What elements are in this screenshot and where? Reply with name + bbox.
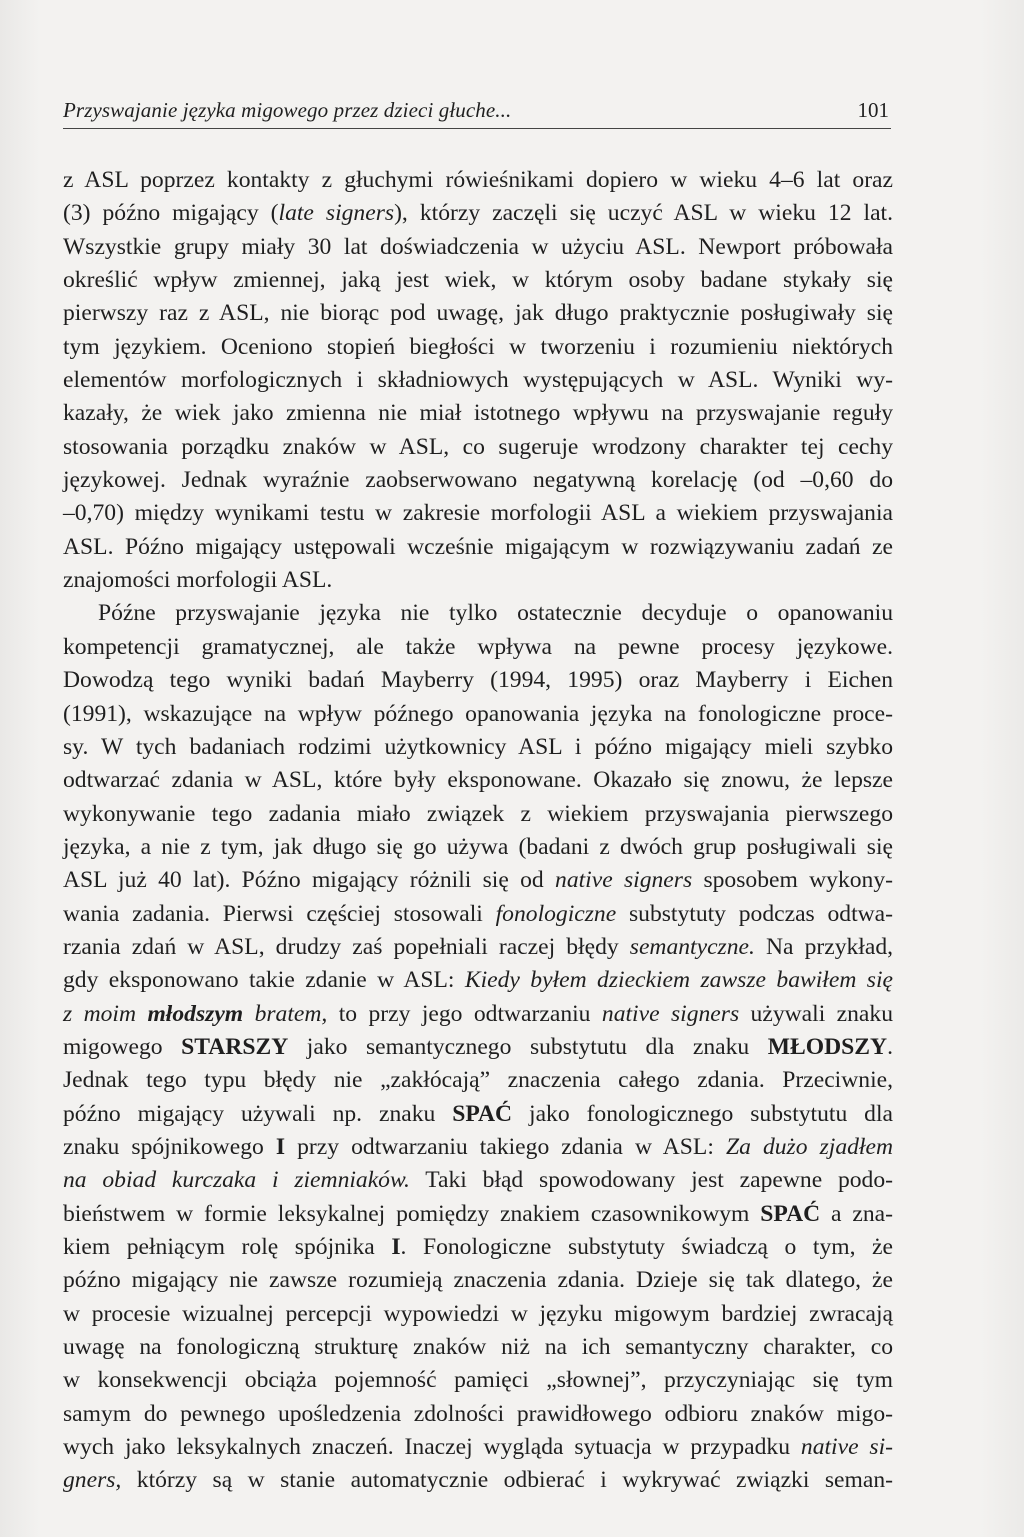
text-segment: (1991), wskazujące na wpływ późnego opanowania języka na fonologiczne proce- <box>63 700 893 727</box>
text-segment: wania zadania. Pierwsi częściej stosowali <box>63 900 496 927</box>
text-segment: to przy jego odtwarzaniu <box>327 1000 602 1027</box>
text-segment: elementów morfologicznych i składniowych występujących w ASL. Wyniki wy- <box>63 367 893 394</box>
text-segment: wych jako leksykalnych znaczeń. Inaczej wygląda sytuacja w przypadku <box>63 1434 801 1461</box>
text-segment: I <box>275 1133 286 1160</box>
text-line <box>63 1398 893 1431</box>
text-segment: jako semantycznego substytutu dla znaku <box>288 1033 768 1060</box>
text-line <box>63 698 893 731</box>
text-line <box>63 798 893 831</box>
page-number: 101 <box>857 98 889 122</box>
text-segment: rzania zdań w ASL, drudzy zaś popełniali raczej błędy <box>63 933 630 960</box>
text-line <box>63 1031 893 1064</box>
text-line <box>63 1064 893 1097</box>
text-segment: z ASL poprzez kontakty z głuchymi rówieśnikami dopiero w wieku 4–6 lat oraz <box>63 167 893 193</box>
text-segment: Jednak tego typu błędy nie „zakłócają” znaczenia całego zdania. Przeciwnie, <box>63 1067 893 1094</box>
text-line <box>63 231 893 264</box>
text-segment: bieństwem w formie leksykalnej pomiędzy znakiem czasownikowym <box>63 1200 761 1227</box>
text-line <box>63 597 893 630</box>
text-segment: Na przykład, <box>754 933 894 960</box>
text-line <box>63 1164 893 1197</box>
text-segment: sy. W tych badaniach rodzimi użytkownicy ASL i późno migający mieli szybko <box>63 733 893 760</box>
text-line <box>63 1464 893 1497</box>
text-segment: używali znaku <box>739 1000 893 1027</box>
text-segment: którzy są w stanie automatycznie odbierać i wykrywać związki seman- <box>121 1467 893 1494</box>
text-segment: Dowodzą tego wyniki badań Mayberry (1994, 1995) oraz Mayberry i Eichen <box>63 667 893 694</box>
text-segment: semantyczne. <box>629 933 755 960</box>
text-segment: języka, a nie z tym, jak długo się go używa (badani z dwóch grup posługiwali się <box>63 833 893 860</box>
text-line <box>63 531 893 564</box>
text-segment: ASL. Późno migający ustępowali wcześnie migającym w rozwiązywaniu zadań ze <box>63 533 893 560</box>
text-segment: przy odtwarzaniu takiego zdania w ASL: <box>285 1133 726 1160</box>
text-segment: MŁODSZY <box>767 1033 888 1060</box>
text-segment: stosowania porządku znaków w ASL, co sugeruje wrodzony charakter tej cechy <box>63 433 893 460</box>
text-line <box>63 1198 893 1231</box>
text-segment: native signers <box>601 1000 740 1027</box>
text-segment: odtwarzać zdania w ASL, które były eksponowane. Okazało się znowu, że lepsze <box>63 767 893 794</box>
text-segment: w konsekwencji obciąża pojemność pamięci „słownej”, przyczyniając się tym <box>63 1367 893 1394</box>
text-line <box>63 864 893 897</box>
text-segment: kompetencji gramatycznej, ale także wpływa na pewne procesy językowe. <box>63 633 893 660</box>
text-segment: bratem, <box>243 1000 328 1027</box>
text-segment: late signers <box>278 200 395 227</box>
text-segment: Taki błąd spowodowany jest zapewne podo- <box>409 1167 893 1194</box>
text-line <box>63 964 893 997</box>
body-text <box>63 164 893 1498</box>
text-segment: samym do pewnego upośledzenia zdolności prawidłowego odbioru znaków migo- <box>63 1400 893 1427</box>
text-line <box>63 898 893 931</box>
text-segment: . <box>887 1033 893 1060</box>
text-segment: a zna- <box>820 1200 893 1227</box>
text-line <box>63 331 893 364</box>
text-line <box>63 1298 893 1331</box>
running-title: Przyswajanie języka migowego przez dzieci głuche... <box>63 98 512 122</box>
text-segment: Kiedy byłem dzieckiem zawsze bawiłem się <box>464 967 893 994</box>
text-segment: jako fonologicznego substytutu dla <box>512 1100 893 1127</box>
text-line <box>63 497 893 530</box>
text-segment: ASL już 40 lat). Późno migający różnili się od <box>63 867 556 894</box>
text-segment: sposobem wykony- <box>692 867 893 894</box>
text-segment: fonologiczne <box>495 900 617 927</box>
text-line <box>63 364 893 397</box>
text-segment: SPAĆ <box>452 1100 513 1127</box>
text-line <box>63 264 893 297</box>
text-line <box>63 831 893 864</box>
text-segment: młodszym <box>147 1000 244 1027</box>
text-segment: w procesie wizualnej percepcji wypowiedzi w języku migowym bardziej zwracają <box>63 1300 893 1327</box>
text-segment: SPAĆ <box>760 1200 821 1227</box>
text-segment: (3) późno migający ( <box>63 200 279 227</box>
text-segment: Wszystkie grupy miały 30 lat doświadczenia w użyciu ASL. Newport próbowała <box>63 233 893 260</box>
text-line <box>63 931 893 964</box>
text-segment: Późne przyswajanie języka nie tylko ostatecznie decyduje o opanowaniu <box>98 600 893 627</box>
text-line <box>63 1431 893 1464</box>
text-segment: znajomości morfologii ASL. <box>63 567 333 594</box>
text-segment: późno migający używali np. znaku <box>63 1100 453 1127</box>
text-line <box>63 197 893 230</box>
text-segment: określić wpływ zmiennej, jaką jest wiek, w którym osoby badane stykały się <box>63 267 893 294</box>
text-segment: uwagę na fonologiczną strukturę znaków niż na ich semantyczny charakter, co <box>63 1334 893 1361</box>
text-segment: migowego <box>63 1033 182 1060</box>
text-segment: gners, <box>63 1467 122 1494</box>
text-segment: językowej. Jednak wyraźnie zaobserwowano negatywną korelację (od –0,60 do <box>63 467 893 494</box>
text-segment: native signers <box>555 867 693 894</box>
text-segment: z moim <box>63 1000 148 1027</box>
text-line <box>63 1264 893 1297</box>
text-line <box>63 998 893 1031</box>
text-line <box>63 631 893 664</box>
text-segment: na obiad kurczaka i ziemniaków. <box>63 1167 410 1194</box>
text-line <box>63 564 893 597</box>
text-line <box>63 1364 893 1397</box>
text-line <box>63 731 893 764</box>
text-line <box>63 397 893 430</box>
text-segment: ), którzy zaczęli się uczyć ASL w wieku 12 lat. <box>394 200 893 227</box>
text-segment: gdy eksponowano takie zdanie w ASL: <box>63 967 465 994</box>
text-line <box>63 1331 893 1364</box>
text-segment: wykonywanie tego zadania miało związek z wiekiem przyswajania pierwszego <box>63 800 893 827</box>
text-line <box>63 297 893 330</box>
text-line <box>63 431 893 464</box>
text-segment: kazały, że wiek jako zmienna nie miał istotnego wpływu na przyswajanie reguły <box>63 400 893 427</box>
text-line <box>63 164 893 197</box>
text-segment: Za dużo zjadłem <box>725 1133 893 1160</box>
text-segment: znaku spójnikowego <box>63 1133 276 1160</box>
text-segment: . Fonologiczne substytuty świadczą o tym, że <box>400 1234 893 1260</box>
text-line <box>63 764 893 797</box>
text-segment: tym językiem. Oceniono stopień biegłości w tworzeniu i rozumieniu niektórych <box>63 333 893 360</box>
text-line <box>63 1231 893 1264</box>
text-segment: kiem pełniącym rolę spójnika <box>63 1234 392 1260</box>
text-segment: późno migający nie zawsze rozumieją znaczenia zdania. Dzieje się tak dlatego, że <box>63 1267 893 1294</box>
running-header <box>63 96 891 129</box>
text-line <box>63 1098 893 1131</box>
text-segment: –0,70) między wynikami testu w zakresie morfologii ASL a wiekiem przyswajania <box>63 500 893 527</box>
text-segment: substytuty podczas odtwa- <box>616 900 893 927</box>
text-line <box>63 464 893 497</box>
text-segment: native si- <box>800 1434 894 1461</box>
text-segment: I <box>391 1234 401 1260</box>
text-segment: STARSZY <box>181 1033 289 1060</box>
text-segment: pierwszy raz z ASL, nie biorąc pod uwagę, jak długo praktycznie posługiwały się <box>63 300 893 327</box>
text-line <box>63 1131 893 1164</box>
text-line <box>63 664 893 697</box>
